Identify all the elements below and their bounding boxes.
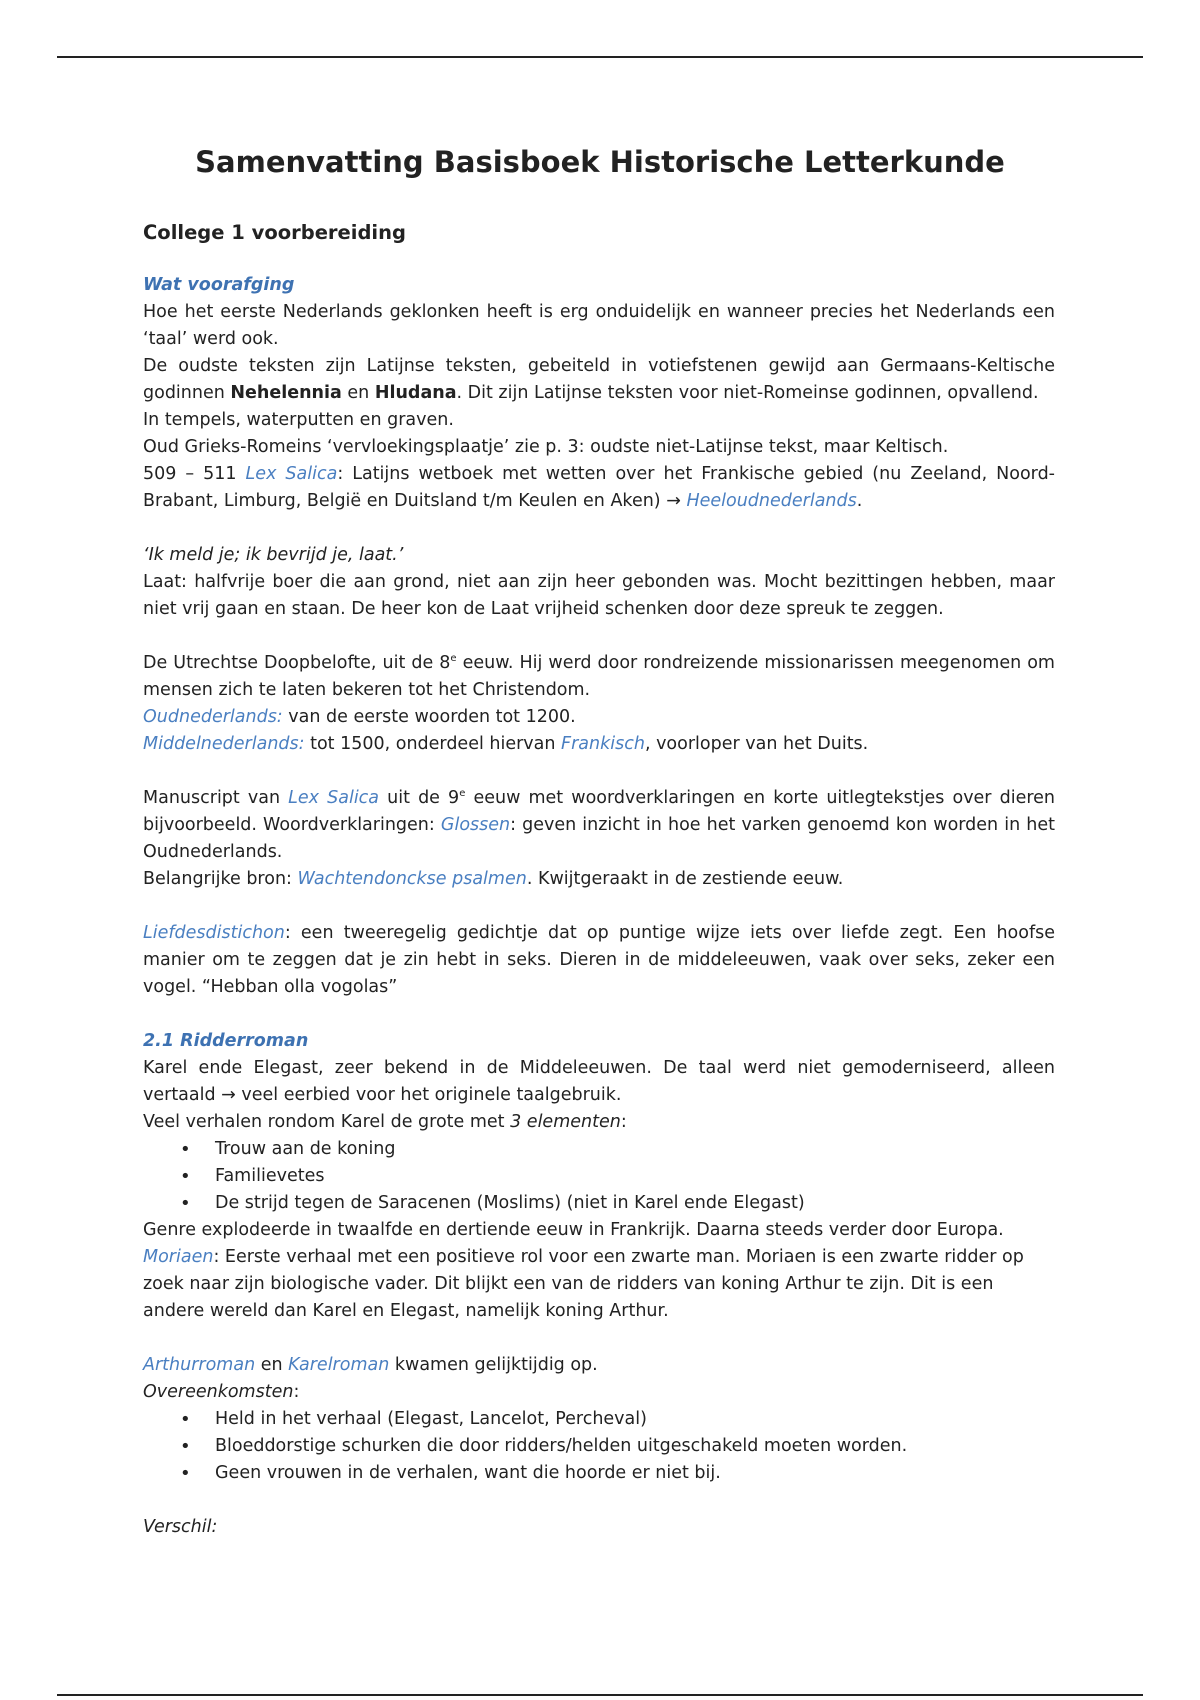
term: Middelnederlands: [143,734,305,754]
spacer [143,893,1055,920]
spacer [143,1487,1055,1514]
college-heading: College 1 voorbereiding [143,221,406,244]
paragraph [143,1055,1055,1109]
paragraph-text: , voorloper van het Duits. [644,734,869,754]
spacer [143,758,1055,785]
paragraph-text: De Utrechtse Doopbelofte, uit de 8 [143,653,451,673]
paragraph-text: Karel ende Elegast, zeer bekend in de Middeleeuwen. De taal werd niet gemoderniseerd, alleen vertaald [143,1058,1055,1105]
spacer [143,623,1055,650]
bottom-rule [57,1694,1143,1696]
paragraph-text: uit de 9 [379,788,460,808]
paragraph [143,461,1055,515]
term: Karelroman [288,1355,390,1375]
italic-term: Verschil: [143,1517,218,1537]
paragraph-text: Belangrijke bron: [143,869,298,889]
bullet-list [143,1406,1055,1487]
section-heading-ridderroman: 2.1 Ridderroman [143,1031,309,1051]
paragraph-text: eeuw met woordverklaringen en korte uitlegtekstjes over dieren bijvoorbeeld. Woordverklaringen: [143,788,1056,835]
term: Lex Salica [245,464,338,484]
arrow-icon: → [666,491,681,511]
term: Arthurroman [143,1355,256,1375]
paragraph [143,353,1055,407]
spacer [143,1001,1055,1028]
italic-term: Overeenkomsten [143,1382,294,1402]
paragraph-text: : Eerste verhaal met een positieve rol voor een zwarte man. Moriaen is een zwarte ridder op zoek naar zijn biologische vader. Dit blijkt een van de ridders van koning Arthur te zijn. Dit is een andere wereld dan Karel en Elegast, namelijk koning Arthur. [143,1247,1024,1321]
paragraph-text: . Kwijtgeraakt in de zestiende eeuw. [526,869,844,889]
paragraph-text: De oudste teksten zijn Latijnse teksten, gebeiteld in votiefstenen gewijd aan Germaans-Keltische godinnen [143,356,1055,403]
paragraph [143,920,1055,1001]
paragraph-text: : een tweeregelig gedichtje dat op puntige wijze iets over liefde zegt. Een hoofse manier om te zeggen dat je zin hebt in seks. Dieren in de middeleeuwen, vaak over seks, zeker een vogel. “Hebban olla vogolas” [143,923,1055,997]
superscript: e [459,788,466,800]
paragraph-text: eeuw. Hij werd door rondreizende missionarissen meegenomen om mensen zich te laten bekeren tot het Christendom. [143,653,1055,700]
paragraph [143,866,1055,893]
document-body [143,218,1055,1541]
italic-term: 3 elementen [510,1112,621,1132]
paragraph-text: Laat: halfvrije boer die aan grond, niet aan zijn heer gebonden was. Mocht bezittingen hebben, maar niet vrij gaan en staan. De heer kon de Laat vrijheid schenken door deze spreuk te zeggen. [143,572,1055,619]
term: Oudnederlands: [143,707,283,727]
list-item: • Trouw aan de koning [215,1136,1055,1163]
bold-term: Nehelennia [230,383,342,403]
paragraph-text: Oud Grieks-Romeins ‘vervloekingsplaatje’ zie p. 3: oudste niet-Latijnse tekst, maar Keltisch. [143,437,949,457]
paragraph [143,1352,1055,1379]
page-title: Samenvatting Basisboek Historische Letterkunde [195,145,1005,179]
paragraph [143,650,1055,704]
paragraph-text: Manuscript van [143,788,289,808]
term: Frankisch [561,734,645,754]
paragraph-text: tot 1500, onderdeel hiervan [304,734,562,754]
paragraph-text: 509 – 511 [143,464,246,484]
paragraph [143,1109,1055,1136]
paragraph-text: : Latijns wetboek met wetten over het Frankische gebied (nu Zeeland, Noord-Brabant, Limburg, België en Duitsland t/m Keulen en Aken) [143,464,1055,511]
paragraph [143,704,1055,731]
paragraph-text: : [620,1112,627,1132]
term: Wachtendonckse psalmen [297,869,527,889]
paragraph [143,731,1055,758]
list-item: • De strijd tegen de Saracenen (Moslims) (niet in Karel ende Elegast) [215,1190,1055,1217]
paragraph-text: en [341,383,375,403]
paragraph [143,1379,1055,1406]
term: Glossen [440,815,511,835]
bold-term: Hludana [374,383,457,403]
paragraph-text: van de eerste woorden tot 1200. [282,707,576,727]
paragraph-text: : [293,1382,300,1402]
paragraph [143,1217,1055,1244]
term: Liefdesdistichon [143,923,285,943]
paragraph-text: Hoe het eerste Nederlands geklonken heeft is erg onduidelijk en wanneer precies het Nederlands een ‘taal’ werd ook. [143,302,1055,349]
spacer [143,1325,1055,1352]
paragraph [143,785,1055,866]
paragraph-text: en [255,1355,289,1375]
superscript: e [450,653,457,665]
paragraph-text: . Dit zijn Latijnse teksten voor niet-Romeinse godinnen, opvallend. [456,383,1039,403]
list-item: • Held in het verhaal (Elegast, Lancelot, Percheval) [215,1406,1055,1433]
paragraph-text: kwamen gelijktijdig op. [389,1355,598,1375]
list-item: • Geen vrouwen in de verhalen, want die hoorde er niet bij. [215,1460,1055,1487]
paragraph-text: In tempels, waterputten en graven. [143,410,454,430]
paragraph [143,1514,1055,1541]
top-rule [57,56,1143,58]
paragraph [143,407,1055,434]
term: Heeloudnederlands [686,491,857,511]
bullet-list [143,1136,1055,1217]
quote-text: ‘Ik meld je; ik bevrijd je, laat.’ [143,545,404,565]
term: Lex Salica [288,788,380,808]
paragraph [143,434,1055,461]
term: Moriaen [143,1247,214,1267]
list-item: • Familievetes [215,1163,1055,1190]
paragraph [143,299,1055,353]
paragraph [143,569,1055,623]
list-item: • Bloeddorstige schurken die door ridders/helden uitgeschakeld moeten worden. [215,1433,1055,1460]
quote [143,542,1055,569]
paragraph-text: Genre explodeerde in twaalfde en dertiende eeuw in Frankrijk. Daarna steeds verder door Europa. [143,1220,1004,1240]
spacer [143,515,1055,542]
paragraph [143,1244,1055,1325]
paragraph-text: Veel verhalen rondom Karel de grote met [143,1112,511,1132]
paragraph-text: veel eerbied voor het originele taalgebruik. [235,1085,622,1105]
section-heading-wat-voorafging: Wat voorafging [143,275,295,295]
paragraph-text: . [856,491,863,511]
arrow-icon: → [221,1085,236,1105]
paragraph-text: : geven inzicht in hoe het varken genoemd kon worden in het Oudnederlands. [143,815,1055,862]
